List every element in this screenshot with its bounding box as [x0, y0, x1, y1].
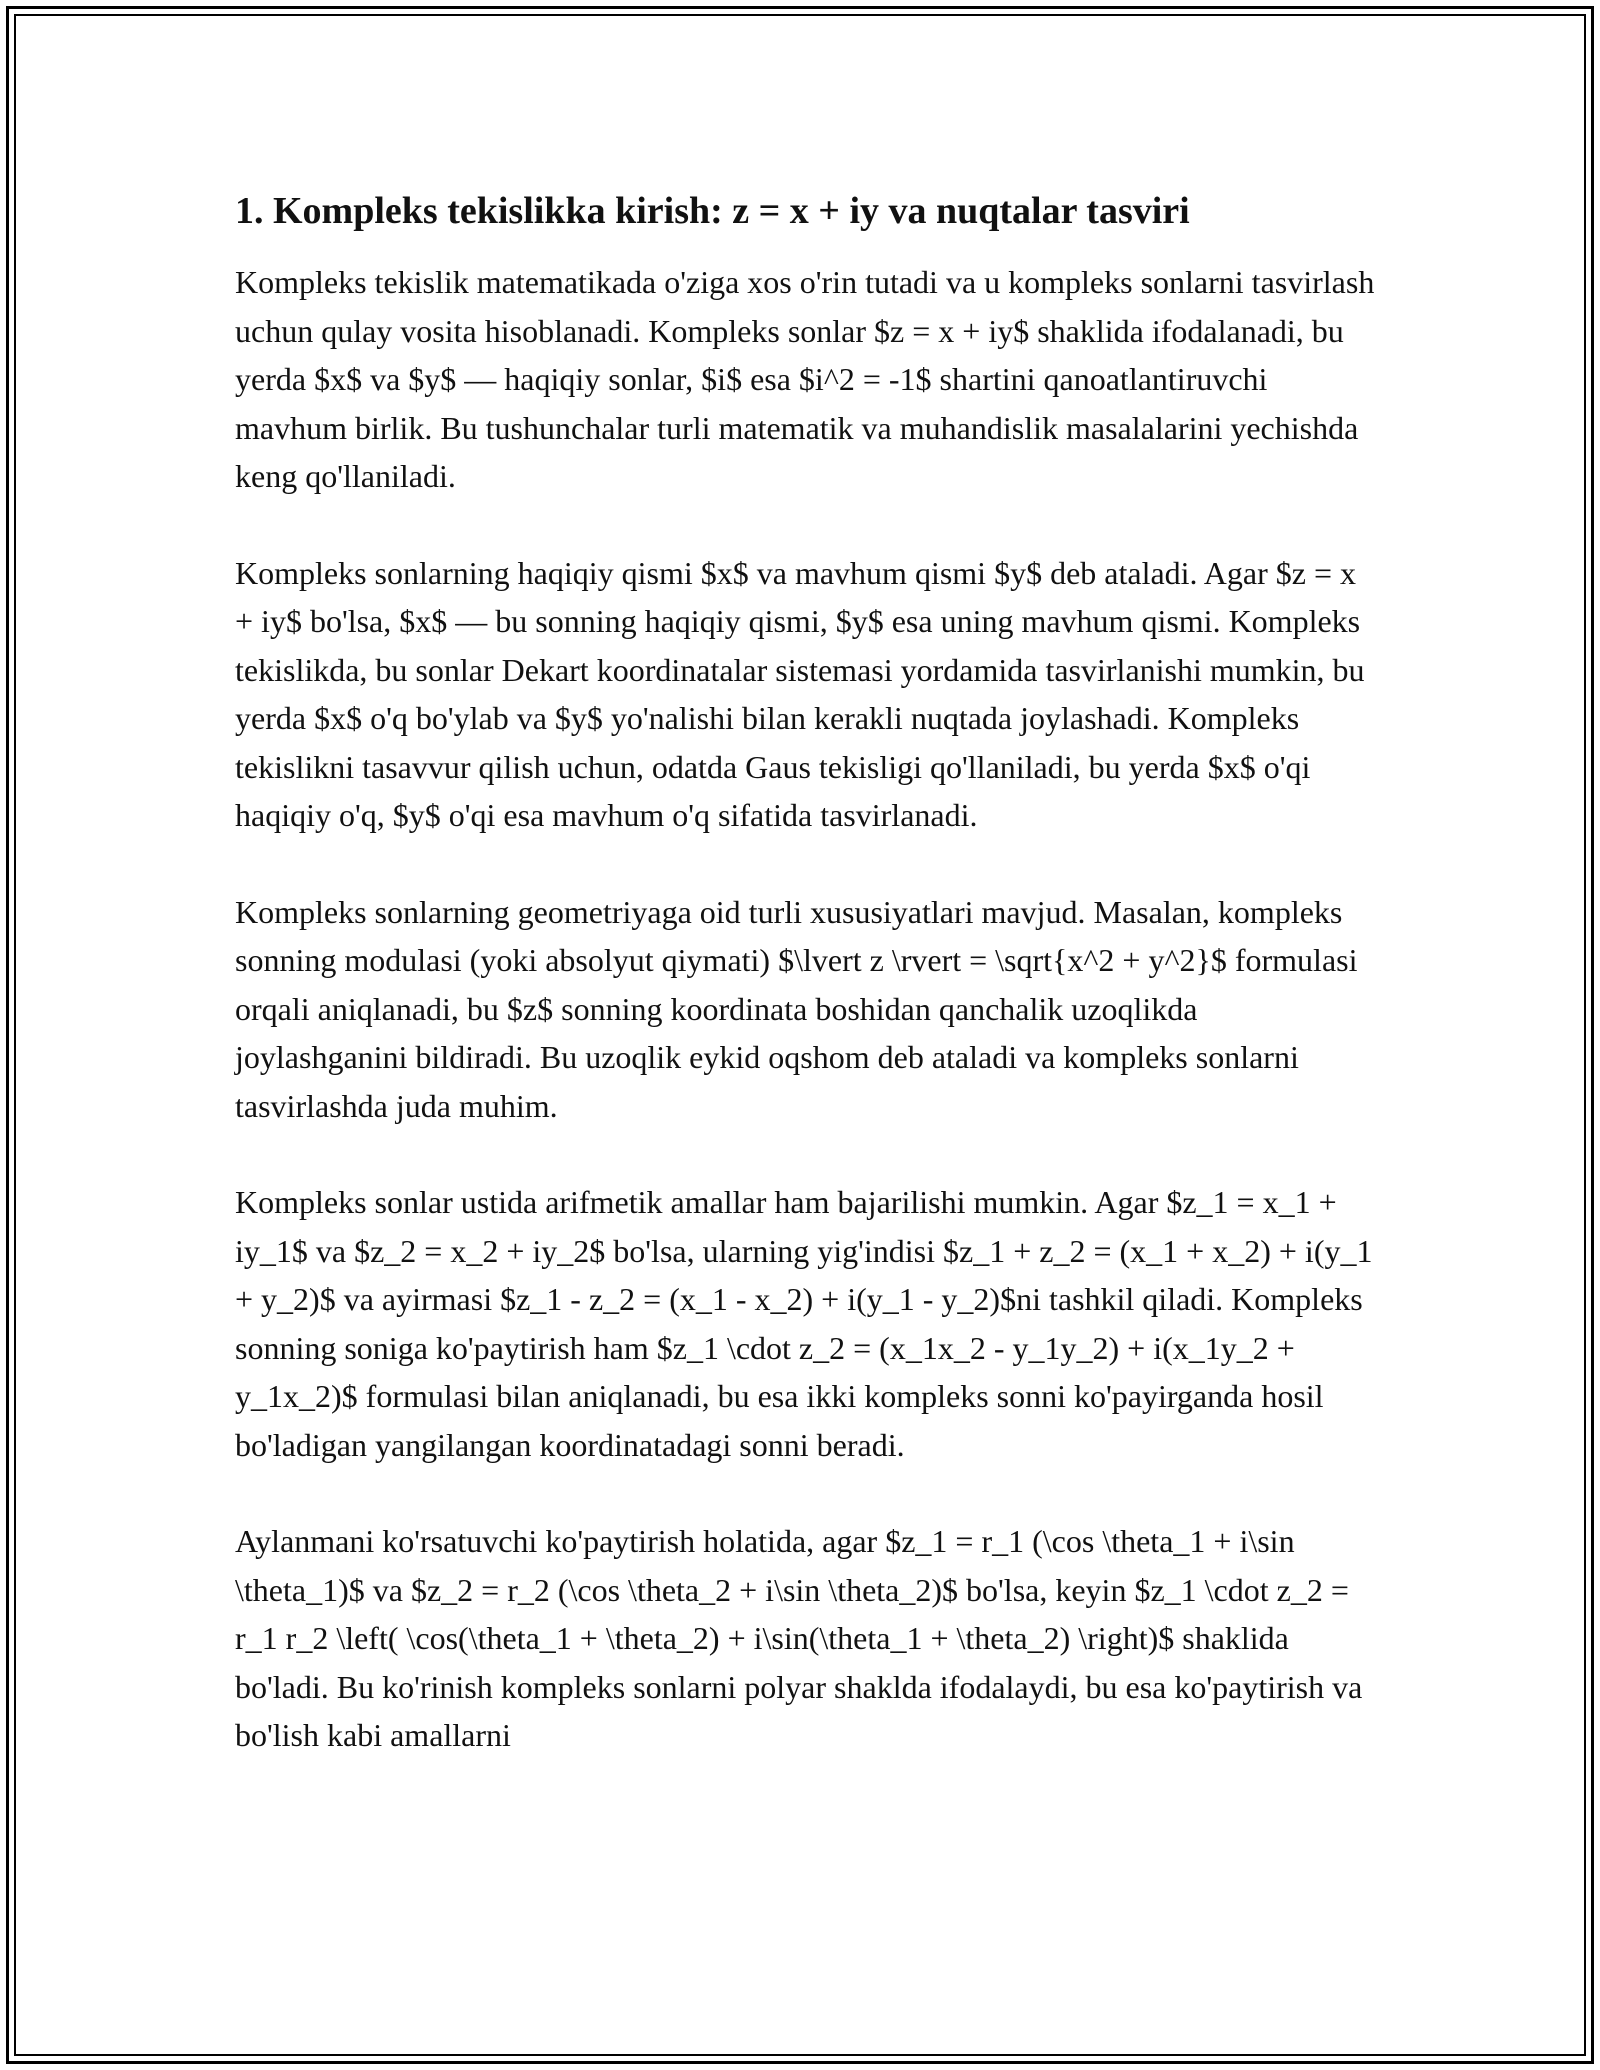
section-title: 1. Kompleks tekislikka kirish: z = x + iy va nuqtalar tasviri [235, 190, 1190, 232]
paragraph-1: Kompleks tekislik matematikada o'ziga xos o'rin tutadi va u kompleks sonlarni tasvirlash uchun qulay vosita hisoblanadi. Kompleks sonlar $z = x + iy$ shaklida ifodalanadi, bu yerda $x$ va $y$ — haqiqiy sonlar, $i$ esa $i^2 = -1$ shartini qanoatlantiruvchi mavhum birlik. Bu tushunchalar turli matematik va muhandislik masalalarini yechishda keng qo'llaniladi. [235, 264, 1375, 494]
document-body [235, 186, 1375, 1808]
paragraph-5: Aylanmani ko'rsatuvchi ko'paytirish holatida, agar $z_1 = r_1 (\cos \theta_1 + i\sin \theta_1)$ va $z_2 = r_2 (\cos \theta_2 + i\sin \theta_2)$ bo'lsa, keyin $z_1 \cdot z_2 = r_1 r_2 \left( \cos(\theta_1 + \theta_2) + i\sin(\theta_1 + \theta_2) \right)$ shaklida bo'ladi. Bu ko'rinish kompleks sonlarni polyar shakldа ifodalaydi, bu esa ko'paytirish va bo'lish kabi amallarni [235, 1523, 1363, 1753]
paragraph-3: Kompleks sonlarning geometriyaga oid turli xususiyatlari mavjud. Masalan, kompleks sonning modulasi (yoki absolyut qiymati) $\lvert z \rvert = \sqrt{x^2 + y^2}$ formulasi orqali aniqlanadi, bu $z$ sonning koordinata boshidan qanchalik uzoqlikda joylashganini bildiradi. Bu uzoqlik eykid oqshom deb ataladi va kompleks sonlarni tasvirlashda juda muhim. [235, 893, 1358, 1124]
paragraph-4: Kompleks sonlar ustida arifmetik amallar ham bajarilishi mumkin. Agar $z_1 = x_1 + iy_1$ va $z_2 = x_2 + iy_2$ bo'lsa, ularning yig'indisi $z_1 + z_2 = (x_1 + x_2) + i(y_1 + y_2)$ va ayirmasi $z_1 - z_2 = (x_1 - x_2) + i(y_1 - y_2)$ni tashkil qiladi. Kompleks sonning soniga ko'paytirish ham $z_1 \cdot z_2 = (x_1x_2 - y_1y_2) + i(x_1y_2 + y_1x_2)$ formulasi bilan aniqlanadi, bu esa ikki kompleks sonni ko'payirganda hosil bo'ladigan yangilangan koordinatadagi sonni beradi. [235, 1184, 1373, 1463]
paragraph-2: Kompleks sonlarning haqiqiy qismi $x$ va mavhum qismi $y$ deb ataladi. Agar $z = x + iy$ bo'lsa, $x$ — bu sonning haqiqiy qismi, $y$ esa uning mavhum qismi. Kompleks tekislikda, bu sonlar Dekart koordinatalar sistemasi yordamida tasvirlanishi mumkin, bu yerda $x$ o'q bo'ylab va $y$ yo'nalishi bilan kerakli nuqtada joylashadi. Kompleks tekislikni tasavvur qilish uchun, odatda Gaus tekisligi qo'llaniladi, bu yerda $x$ o'qi haqiqiy o'q, $y$ o'qi esa mavhum o'q sifatida tasvirlanadi. [235, 554, 1365, 833]
